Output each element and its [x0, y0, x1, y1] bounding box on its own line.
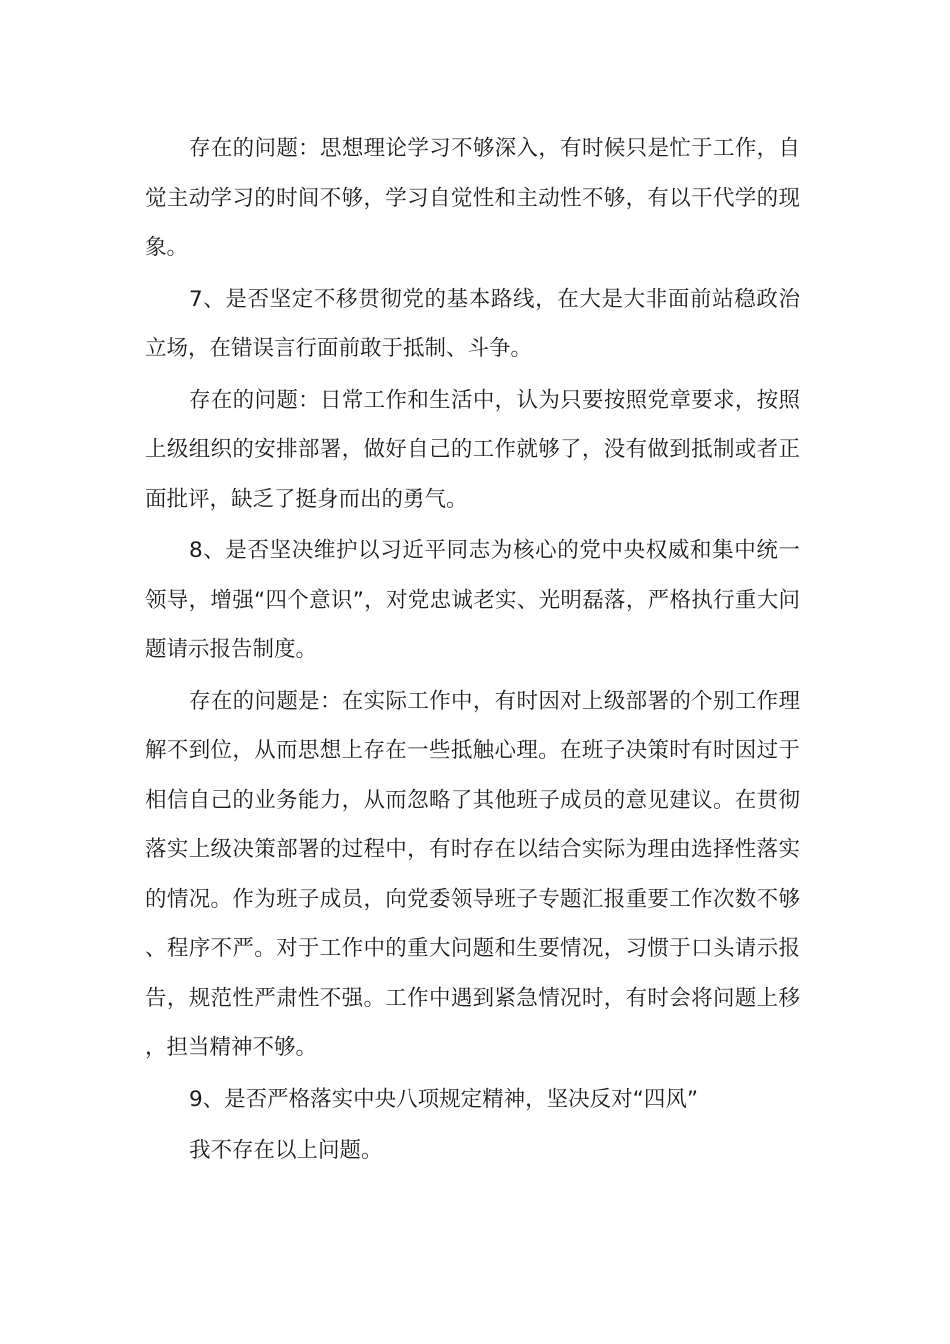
problem-paragraph-study: 存在的问题：思想理论学习不够深入，有时候只是忙于工作，自觉主动学习的时间不够，学习自觉性和主动性不够，有以干代学的现象。 — [145, 136, 800, 260]
problem-paragraph-work: 存在的问题是：在实际工作中，有时因对上级部署的个别工作理解不到位，从而思想上存在一些抵触心理。在班子决策时有时因过于相信自己的业务能力，从而忽略了其他班子成员的意见建议。在贯彻落实上级决策部署的过程中，有时存在以结合实际为理由选择性落实的情况。作为班子成员，向党委领导班子专题汇报重要工作次数不够、程序不严。对于工作中的重大问题和生要情况，习惯于口头请示报告，规范性严肃性不强。工作中遇到紧急情况时，有时会将问题上移，担当精神不够。 — [145, 688, 800, 1060]
document-body — [145, 124, 800, 1178]
question-7-paragraph: 7、是否坚定不移贯彻党的基本路线，在大是大非面前站稳政治立场，在错误言行面前敢于抵制、斗争。 — [145, 286, 800, 361]
question-8-paragraph: 8、是否坚决维护以习近平同志为核心的党中央权威和集中统一领导，增强“四个意识”，对党忠诚老实、光明磊落，严格执行重大问题请示报告制度。 — [145, 538, 800, 662]
answer-paragraph: 我不存在以上问题。 — [189, 1138, 383, 1163]
question-9-paragraph: 9、是否严格落实中央八项规定精神，坚决反对“四风” — [189, 1086, 698, 1112]
problem-paragraph-resistance: 存在的问题：日常工作和生活中，认为只要按照党章要求，按照上级组织的安排部署，做好自己的工作就够了，没有做到抵制或者正面批评，缺乏了挺身而出的勇气。 — [145, 387, 800, 512]
